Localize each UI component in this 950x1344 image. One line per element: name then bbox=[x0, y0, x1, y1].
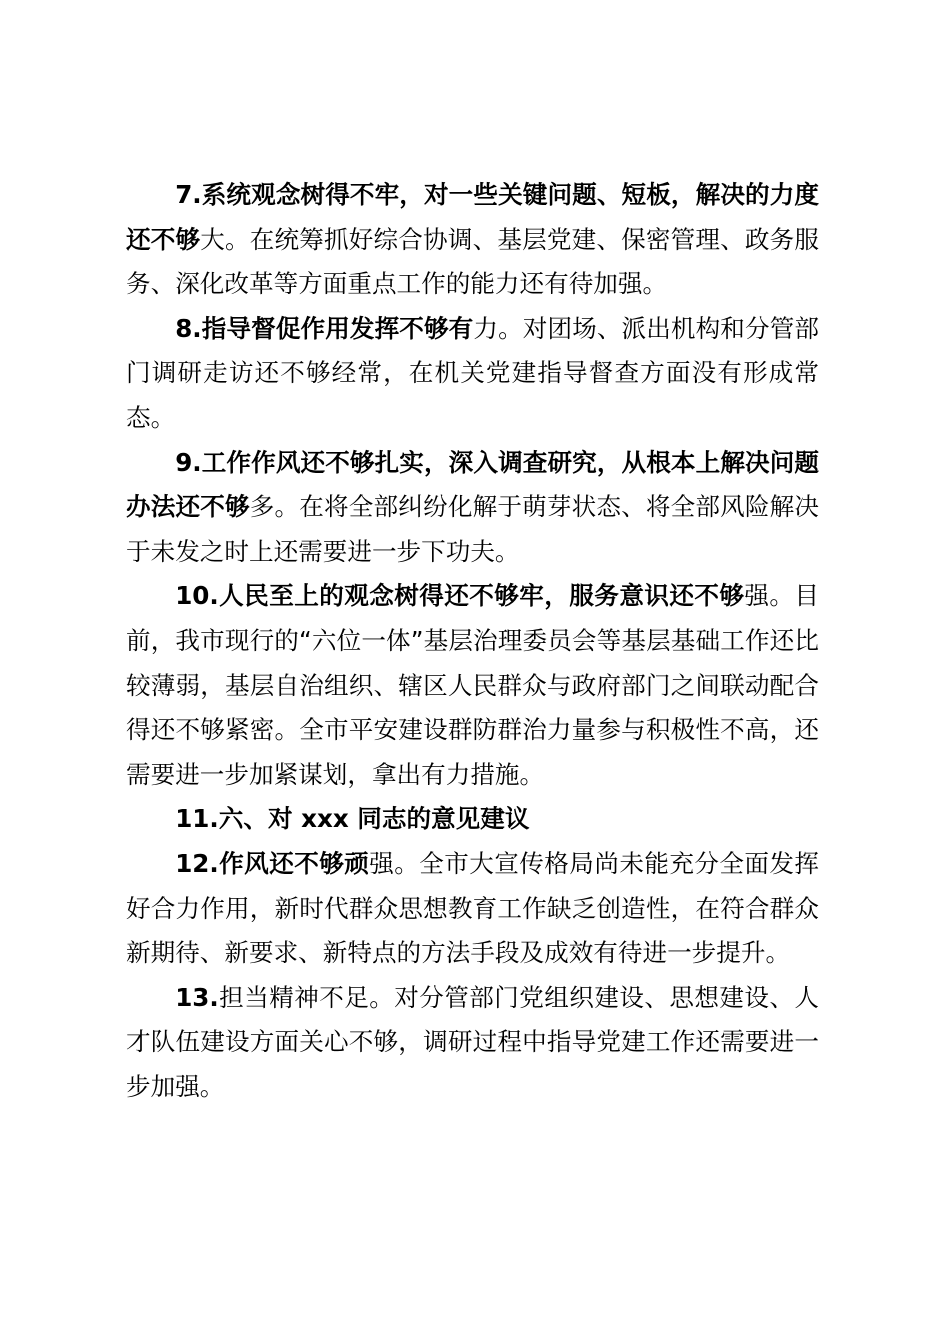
paragraph-13-text: 担当精神不足。对分管部门党组织建设、思想建设、人才队伍建设方面关心不够，调研过程中指导党建工作还需要进一步加强。 bbox=[126, 982, 819, 1101]
paragraph-7-heading: 7.系统观念树得不牢，对一些关键问题、短板，解决的力度还不够 bbox=[126, 180, 819, 254]
paragraph-13 bbox=[126, 976, 819, 1110]
paragraph-12-heading: 12.作风还不够顽 bbox=[175, 848, 370, 878]
paragraph-7 bbox=[126, 173, 819, 307]
paragraph-12-text: 强。全市大宣传格局尚未能充分全面发挥好合力作用，新时代群众思想教育工作缺乏创造性，在符合群众新期待、新要求、新特点的方法手段及成效有待进一步提升。 bbox=[126, 848, 819, 968]
paragraph-8-heading: 8.指导督促作用发挥不够有 bbox=[175, 313, 474, 343]
paragraph-10 bbox=[126, 574, 819, 797]
paragraph-10-text: 强。目前，我市现行的“六位一体”基层治理委员会等基层基础工作还比较薄弱，基层自治组织、辖区人民群众与政府部门之间联动配合得还不够紧密。全市平安建设群防群治力量参与积极性不高，还需要进一步加紧谋划，拿出有力措施。 bbox=[126, 581, 819, 789]
paragraph-9-heading: 9.工作作风还不够扎实，深入调查研究，从根本上解决问题办法还不够 bbox=[126, 447, 819, 522]
paragraph-9 bbox=[126, 441, 819, 575]
paragraph-13-heading: 13. bbox=[175, 982, 219, 1012]
paragraph-11-heading: 11.六、对 xxx 同志的意见建议 bbox=[175, 804, 530, 834]
paragraph-11 bbox=[126, 797, 819, 842]
paragraph-9-text: 多。在将全部纠纷化解于萌芽状态、将全部风险解决于未发之时上还需要进一步下功夫。 bbox=[126, 492, 819, 566]
paragraph-7-text: 大。在统筹抓好综合协调、基层党建、保密管理、政务服务、深化改革等方面重点工作的能力还有待加强。 bbox=[126, 224, 819, 299]
paragraph-8-text: 力。对团场、派出机构和分管部门调研走访还不够经常，在机关党建指导督查方面没有形成常态。 bbox=[126, 313, 819, 432]
paragraph-12 bbox=[126, 842, 819, 976]
paragraph-8 bbox=[126, 307, 819, 441]
paragraph-10-heading: 10.人民至上的观念树得还不够牢，服务意识还不够 bbox=[175, 581, 745, 611]
document-body bbox=[126, 173, 819, 1109]
